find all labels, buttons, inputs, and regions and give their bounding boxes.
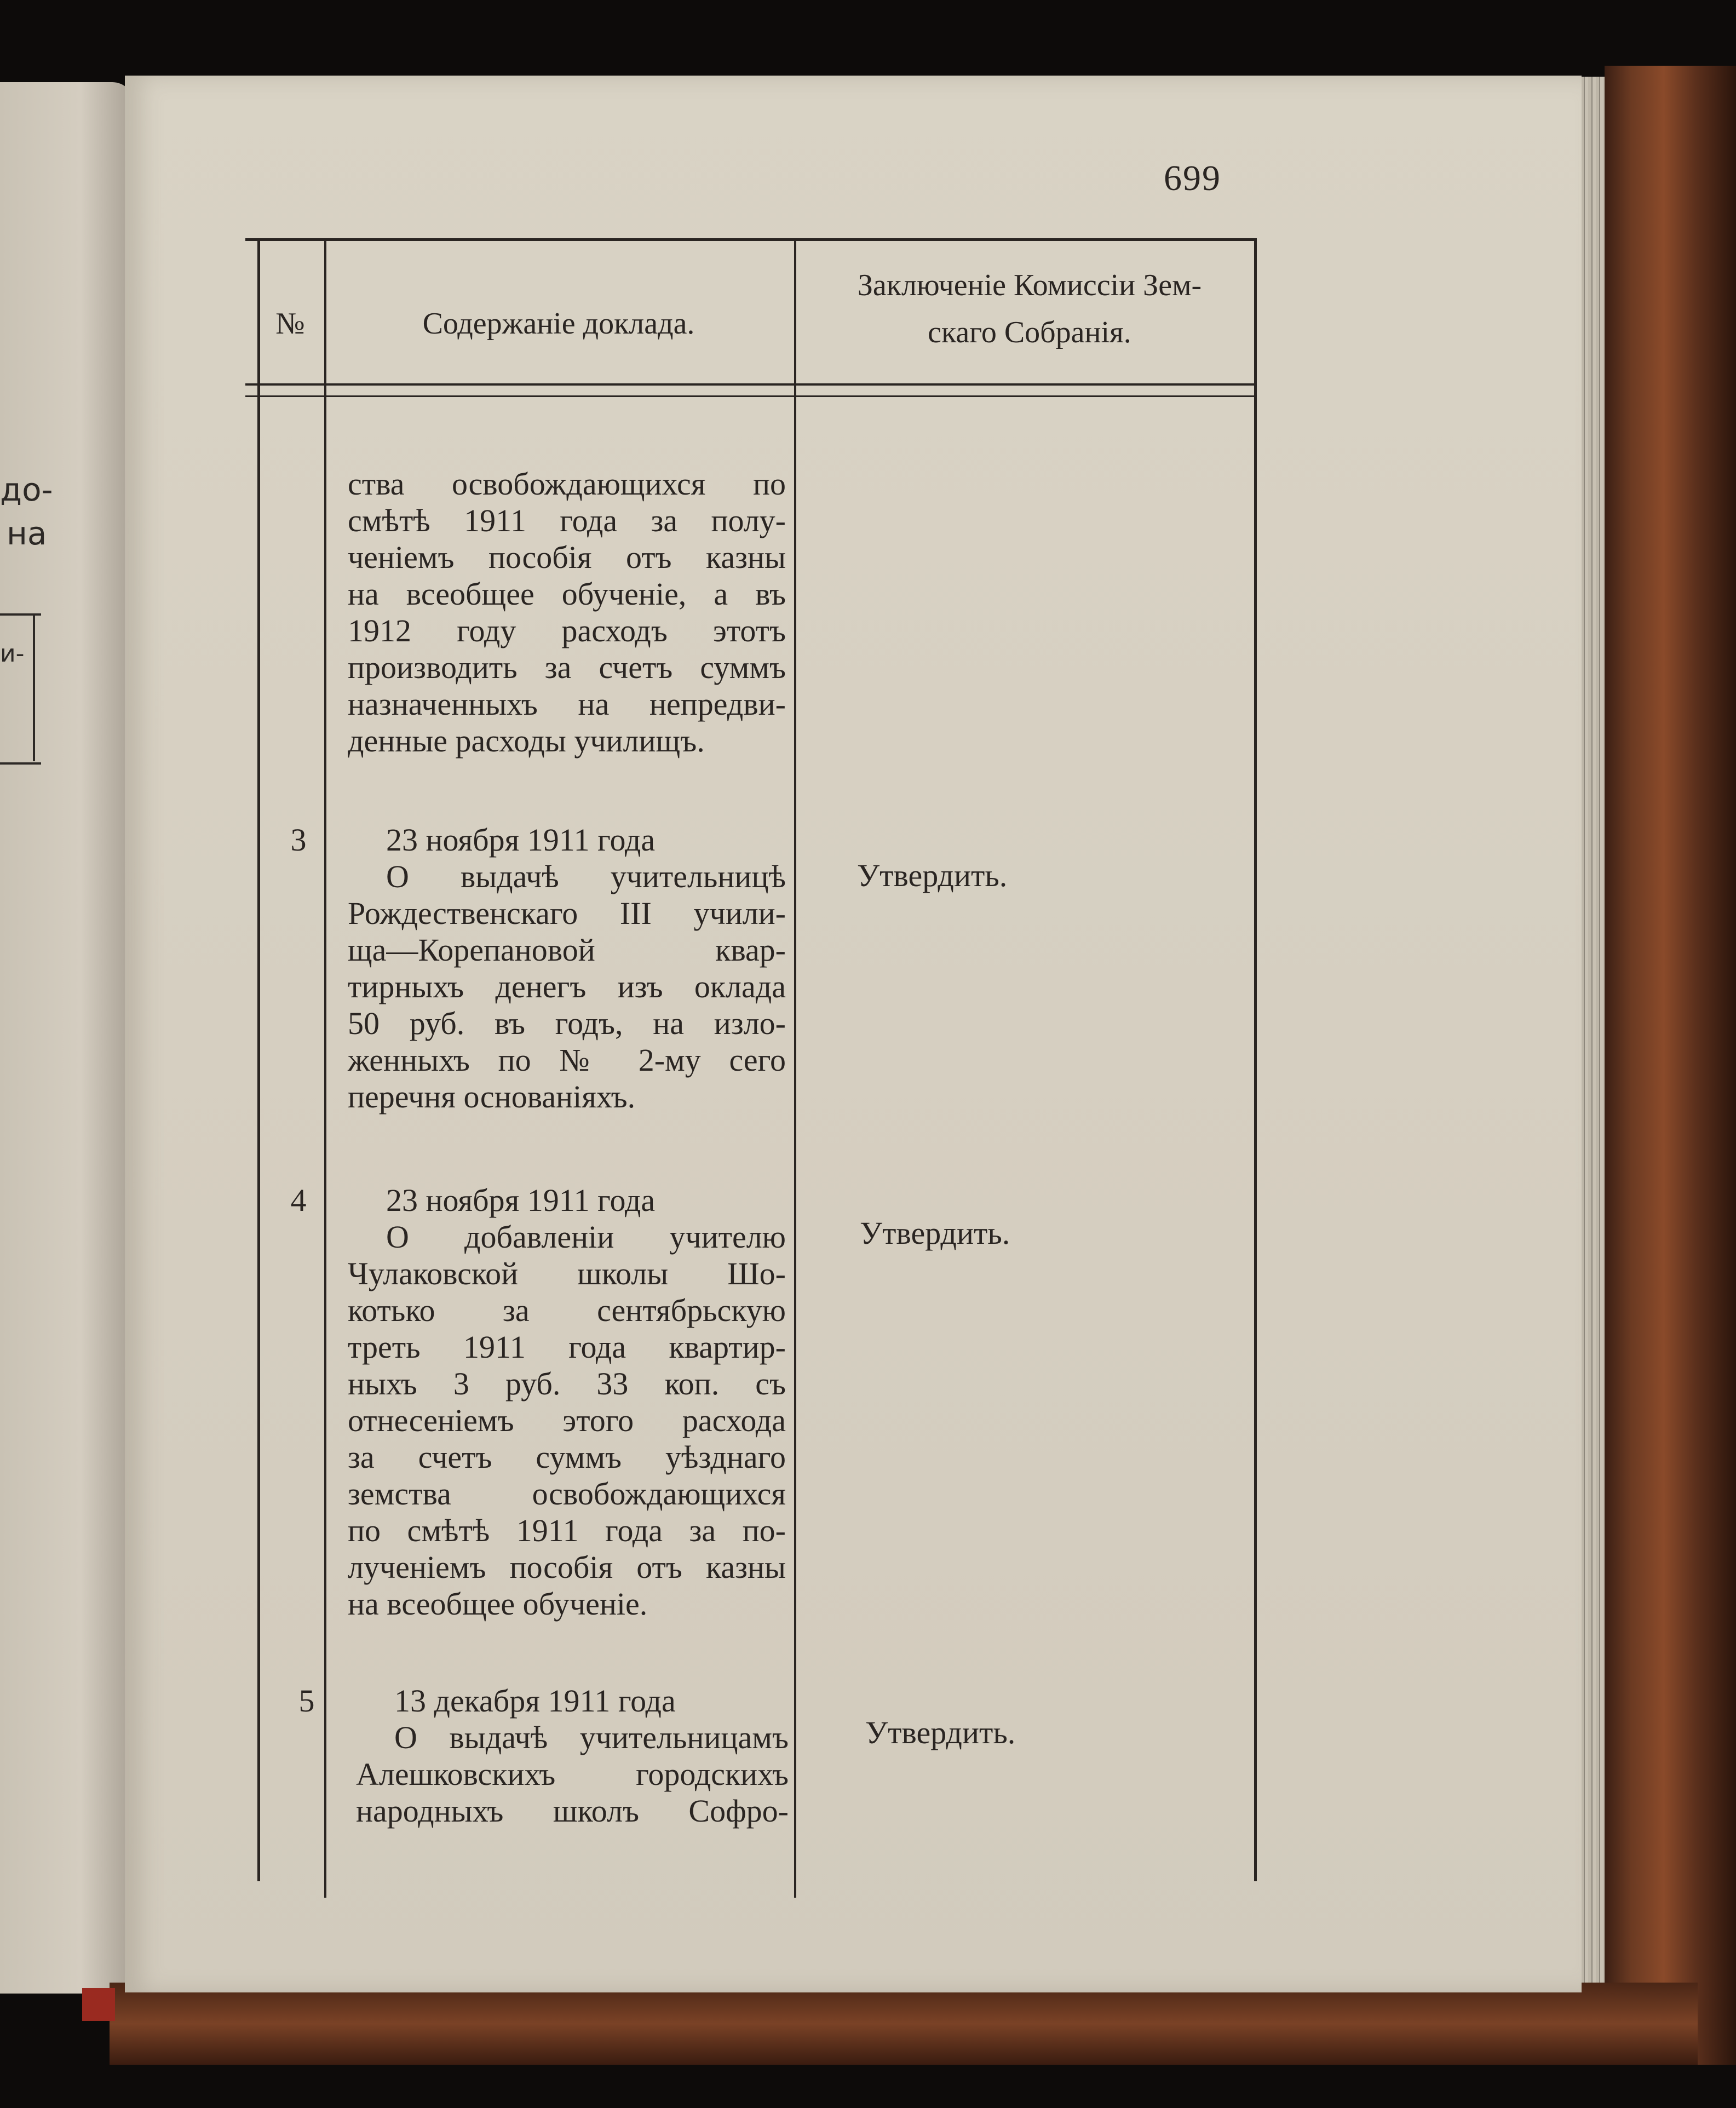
text-line: тирныхъ денегъ изъ оклада [348,969,786,1004]
row-conclusion: Утвердить. [860,1215,1010,1251]
text-line: за счетъ суммъ уѣзднаго [348,1439,786,1475]
row-number: 5 [298,1683,315,1719]
book-cover [1605,66,1736,2065]
text-line: О выдачѣ учительницамъ [394,1720,789,1755]
table-header-rule [245,395,1256,397]
text-line: женныхъ по № 2-му сего [348,1042,786,1078]
row-number: 3 [290,822,307,858]
table-top-rule [245,238,1256,241]
row-conclusion: Утвердить. [865,1715,1016,1750]
text-line: производить за счетъ суммъ [348,650,786,685]
cover-red-strip [82,1988,115,2021]
text-line: треть 1911 года квартир- [348,1329,786,1365]
text-line: лученіемъ пособія отъ казны [348,1549,786,1585]
table-column-divider [324,241,326,1898]
text-line: земства освобождающихся [348,1476,786,1512]
table-left-border [257,238,260,1881]
text-line: перечня основаніяхъ. [348,1079,636,1115]
text-line: ща—Корепановой квар- [348,932,786,968]
table-column-divider [794,241,796,1898]
text-line: назначенныхъ на непредви- [348,686,786,722]
text-line: ченіемъ пособія отъ казны [348,539,786,575]
text-line: Рождественскаго III учили- [348,895,786,931]
table-row [348,1182,786,1622]
row-date: 13 декабря 1911 года [394,1683,676,1719]
left-page-rule [33,613,35,761]
left-page-fragment: до- [0,471,53,508]
row-conclusion: Утвердить. [857,858,1008,893]
left-facing-page [0,82,134,1994]
left-page-fragment: на [7,515,47,552]
text-line: на всеобщее обученіе. [348,1586,648,1622]
table-cell-continuation [348,466,786,759]
header-content: Содержаніе доклада. [422,307,695,341]
header-conclusion-line: Заключеніе Комиссіи Зем- [857,268,1202,302]
text-line: Алешковскихъ городскихъ [356,1756,789,1792]
text-line: денные расходы училищъ. [348,723,705,759]
table-header-rule [245,383,1256,386]
text-line: смѣтѣ 1911 года за полу- [348,503,786,538]
text-line: 50 руб. въ годъ, на изло- [348,1006,786,1041]
text-line: ства освобождающихся по [348,466,786,502]
table-row [348,822,786,1115]
row-date: 23 ноября 1911 года [386,822,656,858]
book-page [125,76,1582,1992]
text-line: О выдачѣ учительницѣ [386,859,786,894]
text-line: отнесеніемъ этого расхода [348,1403,786,1438]
book-cover-bottom [110,1983,1698,2065]
row-number: 4 [290,1182,307,1218]
text-line: О добавленіи учителю [386,1219,786,1255]
text-line: котько за сентябрьскую [348,1293,786,1328]
header-number: № [275,307,305,341]
text-line: 1912 году расходъ этотъ [348,613,786,648]
text-line: ныхъ 3 руб. 33 коп. съ [348,1366,786,1401]
page-number: 699 [1164,158,1221,198]
table-right-border [1254,238,1257,1881]
text-line: народныхъ школъ Софро- [356,1793,789,1829]
text-line: по смѣтѣ 1911 года за по- [348,1513,786,1548]
text-line: Чулаковской школы Шо- [348,1256,786,1291]
text-line: на всеобщее обученіе, а въ [348,576,786,612]
row-date: 23 ноября 1911 года [386,1182,656,1218]
header-conclusion [800,262,1260,356]
left-page-fragment: и- [0,640,25,668]
table-row [356,1682,789,1829]
header-conclusion-line: скаго Собранія. [928,315,1131,349]
left-page-rule [0,762,41,765]
